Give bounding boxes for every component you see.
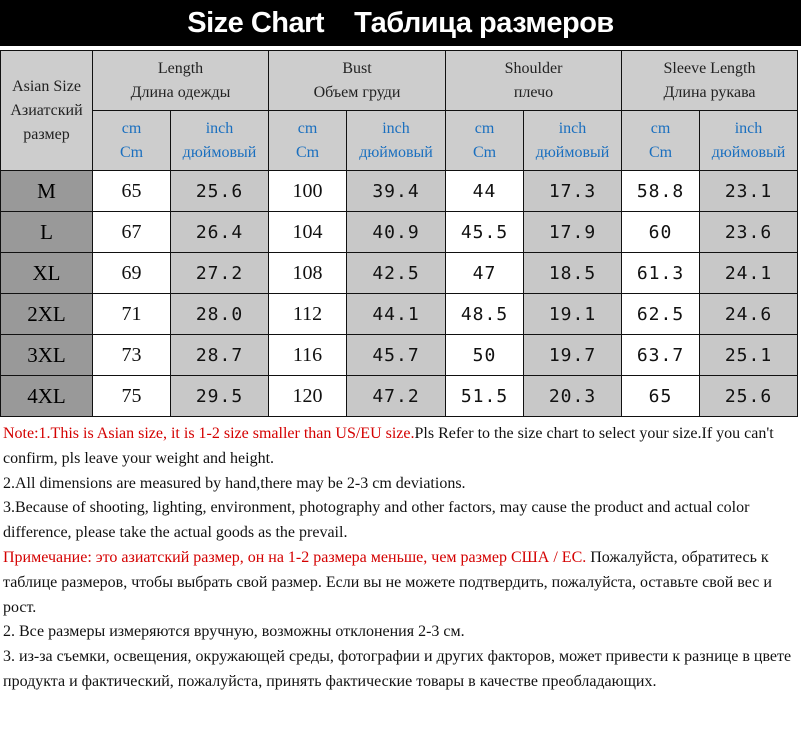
note-english-1-text: Pls Refer to the size chart to select your size.If you can't confirm, pls leave your weight and height. bbox=[3, 425, 774, 467]
chart-title-bar bbox=[0, 0, 801, 46]
cm-value-cell: 44 bbox=[446, 171, 524, 212]
cm-value-cell: 65 bbox=[93, 171, 171, 212]
size-table bbox=[0, 50, 798, 417]
cm-value-cell: 108 bbox=[269, 253, 347, 294]
unit-inch: inch дюймовый bbox=[524, 111, 622, 171]
size-row bbox=[1, 294, 798, 335]
inch-value-cell: 24.1 bbox=[700, 253, 798, 294]
size-label: L bbox=[1, 212, 93, 253]
inch-value-cell: 42.5 bbox=[347, 253, 446, 294]
cm-value-cell: 58.8 bbox=[622, 171, 700, 212]
size-label: 2XL bbox=[1, 294, 93, 335]
inch-value-cell: 25.6 bbox=[171, 171, 269, 212]
notes-section bbox=[3, 422, 798, 695]
inch-value-cell: 18.5 bbox=[524, 253, 622, 294]
cm-value-cell: 62.5 bbox=[622, 294, 700, 335]
inch-value-cell: 44.1 bbox=[347, 294, 446, 335]
cm-value-cell: 120 bbox=[269, 376, 347, 417]
cm-value-cell: 45.5 bbox=[446, 212, 524, 253]
size-row bbox=[1, 335, 798, 376]
inch-value-cell: 29.5 bbox=[171, 376, 269, 417]
note-russian-3: 3. из-за съемки, освещения, окружающей среды, фотографии и других факторов, может привести к разнице в цвете продукта и фактический, пожалуйста, принять фактические товары в качестве преобладающих. bbox=[3, 648, 792, 690]
cm-value-cell: 71 bbox=[93, 294, 171, 335]
cm-value-cell: 112 bbox=[269, 294, 347, 335]
unit-inch: inch дюймовый bbox=[700, 111, 798, 171]
cm-value-cell: 63.7 bbox=[622, 335, 700, 376]
cm-value-cell: 75 bbox=[93, 376, 171, 417]
size-label: 3XL bbox=[1, 335, 93, 376]
note-english-3: 3.Because of shooting, lighting, environment, photography and other factors, may cause the product and actual color difference, please take the actual goods as the prevail. bbox=[3, 499, 750, 542]
inch-value-cell: 25.1 bbox=[700, 335, 798, 376]
size-label: 4XL bbox=[1, 376, 93, 417]
unit-inch: inch дюймовый bbox=[347, 111, 446, 171]
unit-inch: inch дюймовый bbox=[171, 111, 269, 171]
cm-value-cell: 60 bbox=[622, 212, 700, 253]
inch-value-cell: 23.1 bbox=[700, 171, 798, 212]
inch-value-cell: 19.7 bbox=[524, 335, 622, 376]
bust-header: Bust Объем груди bbox=[269, 51, 446, 111]
size-label: M bbox=[1, 171, 93, 212]
unit-cm: cm Cm bbox=[93, 111, 171, 171]
note-russian-1-text: Пожалуйста, обратитесь к таблице размеров, чтобы выбрать свой размер. Если вы не можете подтвердить, пожалуйста, оставьте свой вес и рост. bbox=[3, 548, 772, 616]
size-label: XL bbox=[1, 253, 93, 294]
size-column-header: Asian Size Азиатский размер bbox=[1, 51, 93, 171]
inch-value-cell: 45.7 bbox=[347, 335, 446, 376]
unit-cm: cm Cm bbox=[622, 111, 700, 171]
title-english: Size Chart bbox=[187, 6, 325, 39]
note-russian-2: 2. Все размеры измеряются вручную, возможны отклонения 2-3 см. bbox=[3, 623, 465, 641]
title-russian: Таблица размеров bbox=[354, 6, 614, 39]
cm-value-cell: 48.5 bbox=[446, 294, 524, 335]
size-row bbox=[1, 171, 798, 212]
sleeve-length-header: Sleeve Length Длина рукава bbox=[622, 51, 798, 111]
inch-value-cell: 17.9 bbox=[524, 212, 622, 253]
inch-value-cell: 47.2 bbox=[347, 376, 446, 417]
size-row bbox=[1, 212, 798, 253]
inch-value-cell: 28.7 bbox=[171, 335, 269, 376]
inch-value-cell: 25.6 bbox=[700, 376, 798, 417]
cm-value-cell: 47 bbox=[446, 253, 524, 294]
unit-row bbox=[1, 111, 798, 171]
inch-value-cell: 24.6 bbox=[700, 294, 798, 335]
unit-cm: cm Cm bbox=[269, 111, 347, 171]
inch-value-cell: 19.1 bbox=[524, 294, 622, 335]
cm-value-cell: 50 bbox=[446, 335, 524, 376]
unit-cm: cm Cm bbox=[446, 111, 524, 171]
size-row bbox=[1, 376, 798, 417]
note-russian-1-warning: Примечание: это азиатский размер, он на 1-2 размера меньше, чем размер США / ЕС. bbox=[3, 548, 587, 566]
note-english-2: 2.All dimensions are measured by hand,there may be 2-3 cm deviations. bbox=[3, 474, 466, 492]
inch-value-cell: 20.3 bbox=[524, 376, 622, 417]
note-russian-1 bbox=[3, 546, 798, 620]
inch-value-cell: 27.2 bbox=[171, 253, 269, 294]
cm-value-cell: 61.3 bbox=[622, 253, 700, 294]
inch-value-cell: 23.6 bbox=[700, 212, 798, 253]
length-header: Length Длина одежды bbox=[93, 51, 269, 111]
size-row bbox=[1, 253, 798, 294]
cm-value-cell: 65 bbox=[622, 376, 700, 417]
inch-value-cell: 28.0 bbox=[171, 294, 269, 335]
inch-value-cell: 39.4 bbox=[347, 171, 446, 212]
cm-value-cell: 69 bbox=[93, 253, 171, 294]
inch-value-cell: 40.9 bbox=[347, 212, 446, 253]
shoulder-header: Shoulder плечо bbox=[446, 51, 622, 111]
inch-value-cell: 17.3 bbox=[524, 171, 622, 212]
cm-value-cell: 116 bbox=[269, 335, 347, 376]
inch-value-cell: 26.4 bbox=[171, 212, 269, 253]
cm-value-cell: 104 bbox=[269, 212, 347, 253]
size-rows bbox=[1, 171, 798, 417]
note-english-1 bbox=[3, 422, 798, 472]
cm-value-cell: 100 bbox=[269, 171, 347, 212]
cm-value-cell: 51.5 bbox=[446, 376, 524, 417]
cm-value-cell: 67 bbox=[93, 212, 171, 253]
cm-value-cell: 73 bbox=[93, 335, 171, 376]
note-english-1-warning: Note:1.This is Asian size, it is 1-2 size smaller than US/EU size. bbox=[3, 425, 415, 442]
